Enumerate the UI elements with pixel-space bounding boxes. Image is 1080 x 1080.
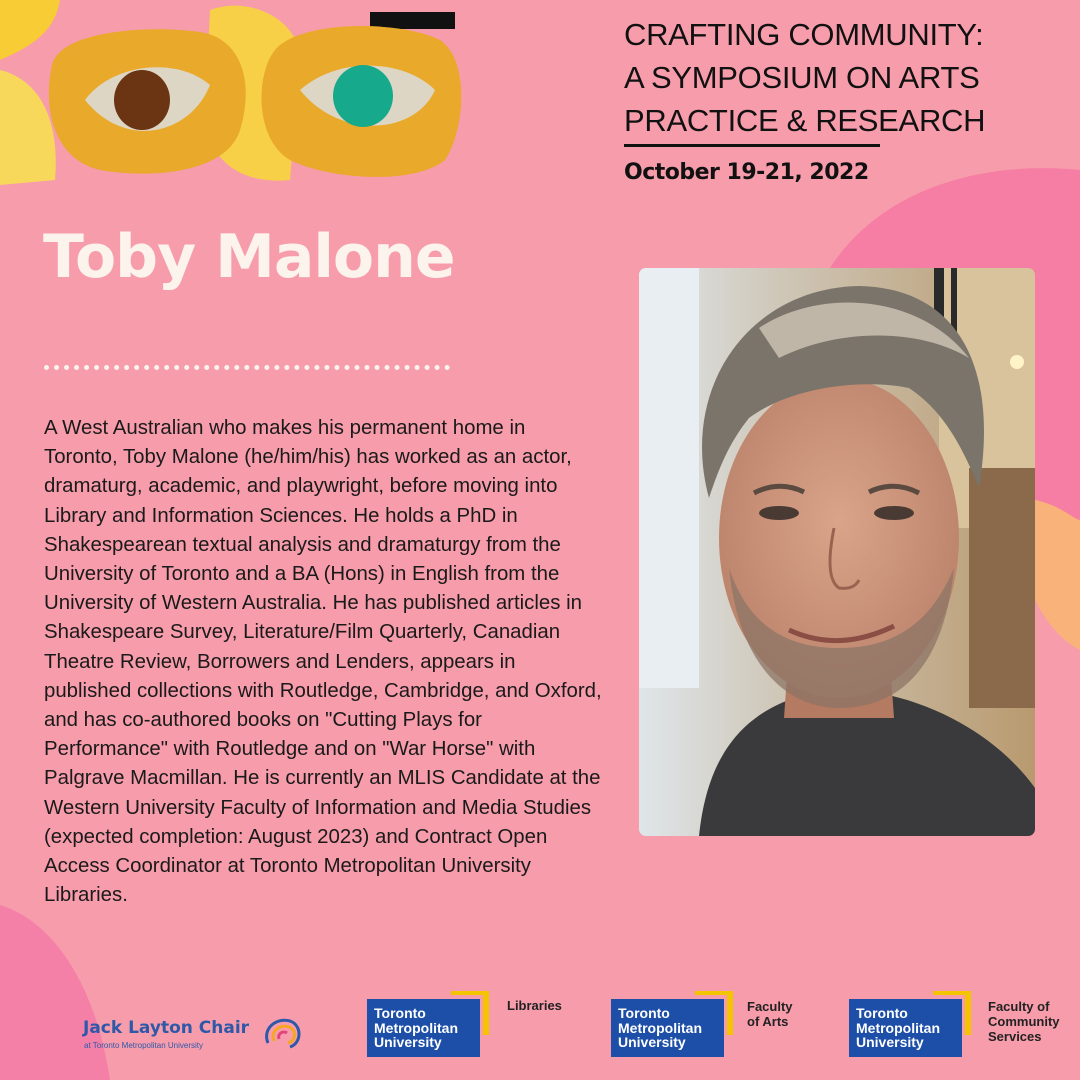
title-divider [624,144,880,147]
speaker-photo [639,268,1035,836]
tmu-line-1: Toronto [618,1005,670,1021]
event-title-line-2: A SYMPOSIUM ON ARTS [624,60,980,95]
tmu-logo-libraries [367,999,480,1057]
tmu-line-2: Metropolitan [618,1019,702,1036]
tmu-line-1: Toronto [374,1005,426,1021]
arts-label-line-1: Faculty [747,999,793,1014]
event-title-line-1: CRAFTING COMMUNITY: [624,17,984,52]
tmu-line-1: Toronto [856,1005,908,1021]
speaker-bio: A West Australian who makes his permanent home in Toronto, Toby Malone (he/him/his) has worked as an actor, dramaturg, academic, and playwright, before moving into Library and Information Sciences. He holds a PhD in Shakespearean textual analysis and dramaturgy from the University of Toronto and a BA (Hons) in English from the University of Western Australia. He has published articles in Shakespeare Survey, Literature/Film Quarterly, Canadian Theatre Review, Borrowers and Lenders, appears in published collections with Routledge, Cambridge, and Oxford, and has co-authored books on "Cutting Plays for Performance" with Routledge and on "War Horse" with Palgrave Macmillan. He is currently an MLIS Candidate at the Western University Faculty of Information and Media Studies (expected completion: August 2023) and Contract Open Access Coordinator at Toronto Metropolitan University Libraries. [44,417,602,907]
arts-label-line-2: of Arts [747,1014,789,1029]
event-title-line-3: PRACTICE & RESEARCH [624,103,986,138]
tmu-logo-community-services [849,999,962,1057]
tmu-line-3: University [374,1034,442,1050]
jack-layton-chair-subtitle: at Toronto Metropolitan University [84,1041,204,1050]
jack-layton-chair-logo: Jack Layton Chair [83,1018,250,1038]
speaker-name: Toby Malone [43,222,455,292]
dotted-divider [44,365,450,370]
faculty-of-community-services-label [988,999,1060,1044]
jack-layton-swirl-icon [262,1015,306,1053]
tmu-line-3: University [856,1034,924,1050]
tmu-logo-faculty-of-arts [611,999,724,1057]
libraries-label-line-1: Libraries [507,998,562,1013]
tmu-line-2: Metropolitan [374,1019,458,1036]
tmu-line-2: Metropolitan [856,1019,940,1036]
fcs-label-line-2: Community [988,1014,1060,1029]
fcs-label-line-3: Services [988,1029,1042,1044]
libraries-label [507,998,562,1013]
event-date: October 19-21, 2022 [624,160,869,185]
eyes-graphic [40,10,470,190]
fcs-label-line-1: Faculty of [988,999,1050,1014]
tmu-line-3: University [618,1034,686,1050]
faculty-of-arts-label [747,999,793,1029]
